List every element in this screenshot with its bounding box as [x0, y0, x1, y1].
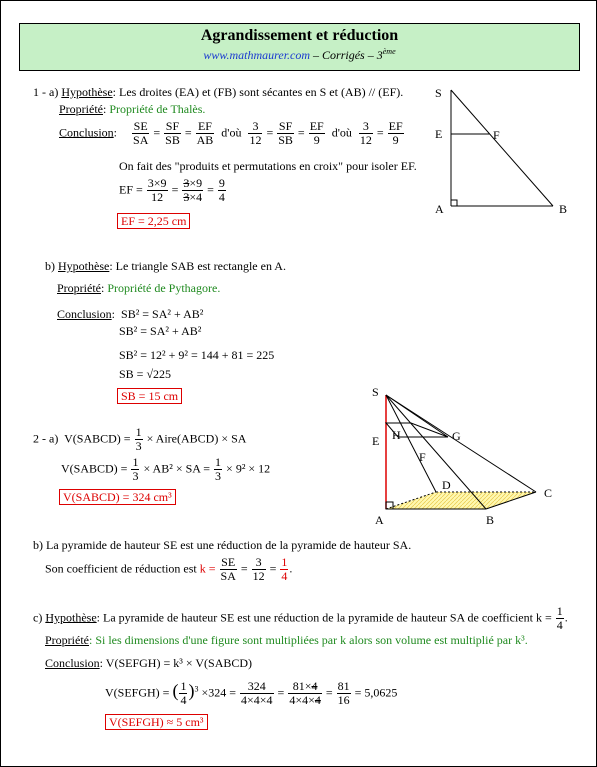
label-E: E: [435, 127, 443, 141]
edge-SC: [386, 395, 536, 492]
q1b-prop-label: Propriété: [57, 281, 101, 295]
label-C2: C: [544, 486, 553, 500]
q1a-property: Propriété: Propriété de Thalès.: [59, 102, 206, 116]
label-D2: D: [442, 478, 451, 492]
q2c-calc: V(SEFGH) = ( $\frac{1}{4}$ )$^3$ ×324 = $\frac{324}{4\times 4\times 4}$ = $\frac{81\times 4}{4\times 4\times 4}$ = $\frac{81}{16}$ = 5,0625: [105, 679, 398, 707]
q2c-conclusion: [45, 656, 252, 671]
label-A2: A: [375, 513, 384, 527]
q1a-ef-calc: EF = $\frac{3\times 9}{12}$ = $\frac{3\times 9}{3\times 4}$ = $\frac{9}{4}$: [119, 176, 225, 204]
label-F2: F: [419, 450, 426, 464]
page-title: Agrandissement et réduction: [200, 27, 399, 44]
page-header: [19, 23, 580, 71]
q2c-hypothesis: c) Hypothèse: La pyramide de hauteur SE est une réduction de la pyramide de hauteur SA de coefficient k = $\frac{1}{4}$ .: [33, 604, 568, 632]
q1a-text: On fait des "produits et permutations en croix" pour isoler EF.: [119, 159, 417, 173]
label-G2: G: [452, 429, 461, 443]
q2b-text: Son coefficient de réduction est: [45, 561, 200, 576]
q2c-prop-label: Propriété: [45, 633, 89, 647]
label-E2: E: [372, 434, 380, 448]
q1b-line4: SB = √225: [119, 367, 172, 381]
q2b-k: k =: [199, 561, 219, 576]
q2c-result-box: [105, 715, 208, 730]
q2b-line2: Son coefficient de réduction est k = $\frac{SE}{SA}$ = $\frac{3}{12}$ = $\frac{1}{4}$ .: [45, 555, 293, 583]
label-F: F: [493, 128, 500, 142]
q2a-result: V(SABCD) = 324 cm³: [59, 489, 176, 505]
label-B: B: [559, 202, 568, 216]
label-H2: H: [392, 428, 401, 442]
site-link[interactable]: www.mathmaurer.com: [203, 48, 311, 62]
q2a-l2b: × AB² × SA =: [140, 461, 214, 476]
q2b-line1: b) La pyramide de hauteur SE est une réduction de la pyramide de hauteur SA.: [33, 538, 412, 552]
q1b-hyp-label: Hypothèse: [58, 259, 110, 273]
q1a-number: 1 - a): [33, 85, 59, 99]
q1b-line2: SB² = SA² + AB²: [119, 324, 202, 338]
grade-sup: ème: [382, 47, 396, 56]
q1a-ef-label: EF =: [119, 182, 146, 197]
q1a-dou1: d'où: [221, 125, 242, 140]
right-angle-mark: [451, 200, 457, 206]
label-S2: S: [372, 385, 379, 399]
q2c-property: [45, 633, 528, 648]
q1b-conc-label: Conclusion: [57, 307, 112, 321]
q1a-hyp-text: : Les droites (EA) et (FB) sont sécantes en S et (AB) // (EF).: [112, 85, 404, 99]
q2c-decimal: = 5,0625: [351, 685, 398, 700]
q1b-hyp-text: : Le triangle SAB est rectangle en A.: [109, 259, 286, 273]
q1b-prop-text: Propriété de Pythagore.: [107, 281, 221, 295]
q2a-number: 2 - a): [33, 431, 59, 446]
q2c-calc-label: V(SEFGH) =: [105, 685, 173, 700]
q2a-l2a: V(SABCD) =: [61, 461, 131, 476]
q2c-conc-label: Conclusion: [45, 656, 100, 670]
q2b-eq: =: [237, 561, 251, 576]
q1b-line3: SB² = 12² + 9² = 144 + 81 = 225: [119, 348, 275, 362]
q1b-number: b): [45, 259, 55, 273]
label-B2: B: [486, 513, 495, 527]
q2c-result: V(SEFGH) ≈ 5 cm³: [105, 714, 208, 730]
q1b-line1: SB² = SA² + AB²: [121, 307, 204, 321]
q1a-hyp-label: Hypothèse: [61, 85, 113, 99]
q1b-hypothesis: [45, 259, 286, 274]
q2c-conc-text: : V(SEFGH) = k³ × V(SABCD): [99, 656, 253, 670]
q1b-result-box: [117, 389, 182, 404]
q2a-result-box: [59, 490, 176, 505]
corriges-label: – Corrigés – 3: [310, 48, 383, 62]
q2c-hyp-text: : La pyramide de hauteur SE est une réduction de la pyramide de hauteur SA de coefficient k =: [96, 610, 555, 625]
q1b-conclusion: Conclusion: SB² = SA² + AB²: [57, 307, 204, 321]
q1b-property: Propriété: Propriété de Pythagore.: [57, 281, 221, 295]
base-ABCD: [386, 492, 536, 509]
q2c-number: c): [33, 610, 43, 625]
pyramid-figure: [366, 381, 566, 531]
q1a-result-box: [117, 214, 190, 229]
q1a-result: EF = 2,25 cm: [117, 213, 190, 229]
q1a-dou2: d'où: [331, 125, 352, 140]
segment-SB: [451, 90, 553, 206]
q2a-line2: V(SABCD) = $\frac{1}{3}$ × AB² × SA = $\frac{1}{3}$ × 9² × 12: [61, 455, 271, 483]
q1b-result: SB = 15 cm: [117, 388, 182, 404]
q2a-l1a: V(SABCD) =: [64, 431, 134, 446]
q1a-hypothesis: [33, 85, 403, 100]
q1a-prop-text: Propriété de Thalès.: [109, 102, 206, 116]
q1a-prop-label: Propriété: [59, 102, 103, 116]
q1a-conclusion: Conclusion: $\frac{SE}{SA}$ = $\frac{SF}{SB}$ = $\frac{EF}{AB}$ d'où $\frac{3}{12}$ = $\frac{SF}{SB}$ = $\frac{EF}{9}$ d'où $\frac{3}{12}$ = $\frac{EF}{9}$: [59, 119, 403, 147]
q2a-line1: 2 - a) V(SABCD) = $\frac{1}{3}$ × Aire(ABCD) × SA: [33, 425, 247, 453]
q2c-hyp-label: Hypothèse: [45, 610, 97, 625]
page-subtitle: [20, 47, 579, 63]
q1a-conc-label: Conclusion: [59, 125, 114, 140]
q2c-prop-text: : Si les dimensions d'une figure sont multipliées par k alors son volume est multiplié par k³.: [89, 633, 528, 647]
q2a-l2c: × 9² × 12: [223, 461, 271, 476]
q2a-l1b: × Aire(ABCD) × SA: [143, 431, 247, 446]
thales-triangle-figure: [426, 83, 576, 218]
label-S: S: [435, 86, 442, 100]
label-A: A: [435, 202, 444, 216]
